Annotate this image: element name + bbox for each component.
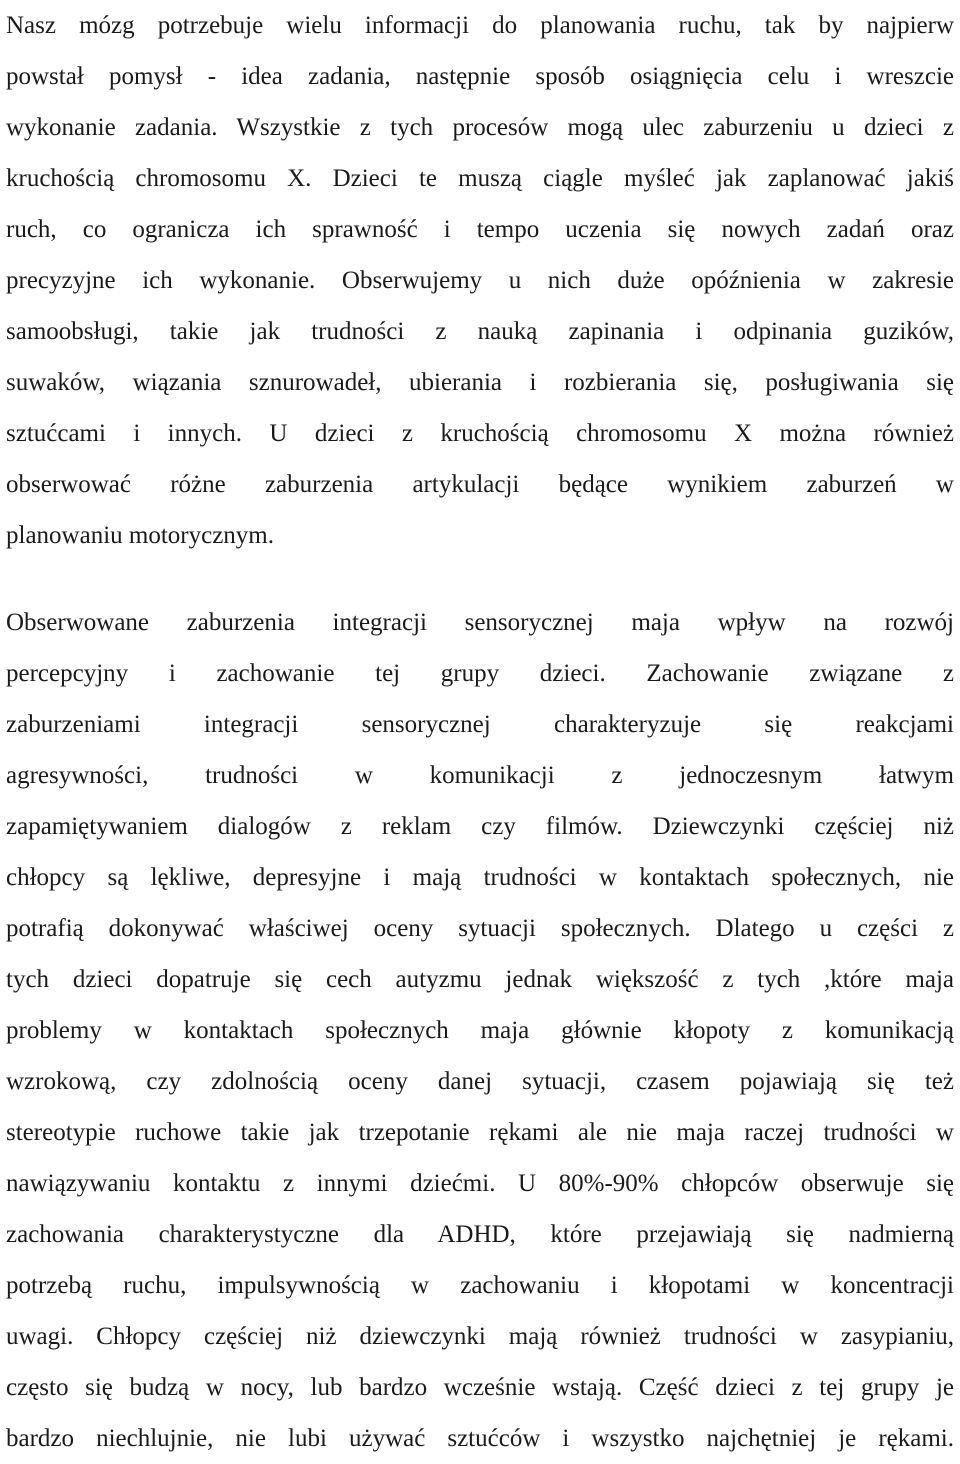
text-line: agresywności, trudności w komunikacji z jednoczesnym łatwym (6, 762, 954, 789)
text-line: suwaków, wiązania sznurowadeł, ubierania i rozbierania się, posługiwania się (6, 369, 954, 396)
text-line: uwagi. Chłopcy częściej niż dziewczynki mają również trudności w zasypianiu, (6, 1323, 954, 1350)
text-line: planowaniu motorycznym. (6, 522, 274, 549)
text-line: Obserwowane zaburzenia integracji sensorycznej maja wpływ na rozwój (6, 609, 954, 636)
text-line: ruch, co ogranicza ich sprawność i tempo uczenia się nowych zadań oraz (6, 216, 954, 243)
text-line: zapamiętywaniem dialogów z reklam czy filmów. Dziewczynki częściej niż (6, 813, 954, 840)
text-line: często się budzą w nocy, lub bardzo wcześnie wstają. Część dzieci z tej grupy je (6, 1374, 954, 1401)
paragraph-motor-planning (6, 0, 954, 561)
text-line: powstał pomysł - idea zadania, następnie sposób osiągnięcia celu i wreszcie (6, 63, 954, 90)
text-line: nawiązywaniu kontaktu z innymi dziećmi. U 80%-90% chłopców obserwuje się (6, 1170, 954, 1197)
text-line: stereotypie ruchowe takie jak trzepotanie rękami ale nie maja raczej trudności w (6, 1119, 954, 1146)
text-line: potrzebą ruchu, impulsywnością w zachowaniu i kłopotami w koncentracji (6, 1272, 954, 1299)
text-line: kruchością chromosomu X. Dzieci te muszą ciągle myśleć jak zaplanować jakiś (6, 165, 954, 192)
text-line: percepcyjny i zachowanie tej grupy dzieci. Zachowanie związane z (6, 660, 954, 687)
text-line: precyzyjne ich wykonanie. Obserwujemy u nich duże opóźnienia w zakresie (6, 267, 954, 294)
text-line: wzrokową, czy zdolnością oceny danej sytuacji, czasem pojawiają się też (6, 1068, 954, 1095)
text-line: wykonanie zadania. Wszystkie z tych procesów mogą ulec zaburzeniu u dzieci z (6, 114, 954, 141)
text-line: problemy w kontaktach społecznych maja głównie kłopoty z komunikacją (6, 1017, 954, 1044)
text-line: Nasz mózg potrzebuje wielu informacji do planowania ruchu, tak by najpierw (6, 12, 954, 39)
paragraph-sensory-integration (6, 597, 954, 1464)
text-line: tych dzieci dopatruje się cech autyzmu jednak większość z tych ,które maja (6, 966, 954, 993)
text-line: chłopcy są lękliwe, depresyjne i mają trudności w kontaktach społecznych, nie (6, 864, 954, 891)
text-line: bardzo niechlujnie, nie lubi używać sztućców i wszystko najchętniej je rękami. (6, 1425, 954, 1452)
text-line: potrafią dokonywać właściwej oceny sytuacji społecznych. Dlatego u części z (6, 915, 954, 942)
text-line: samoobsługi, takie jak trudności z nauką zapinania i odpinania guzików, (6, 318, 954, 345)
text-line: zachowania charakterystyczne dla ADHD, które przejawiają się nadmierną (6, 1221, 954, 1248)
text-line: sztućcami i innych. U dzieci z kruchością chromosomu X można również (6, 420, 954, 447)
text-line: obserwować różne zaburzenia artykulacji będące wynikiem zaburzeń w (6, 471, 954, 498)
text-line: zaburzeniami integracji sensorycznej charakteryzuje się reakcjami (6, 711, 954, 738)
